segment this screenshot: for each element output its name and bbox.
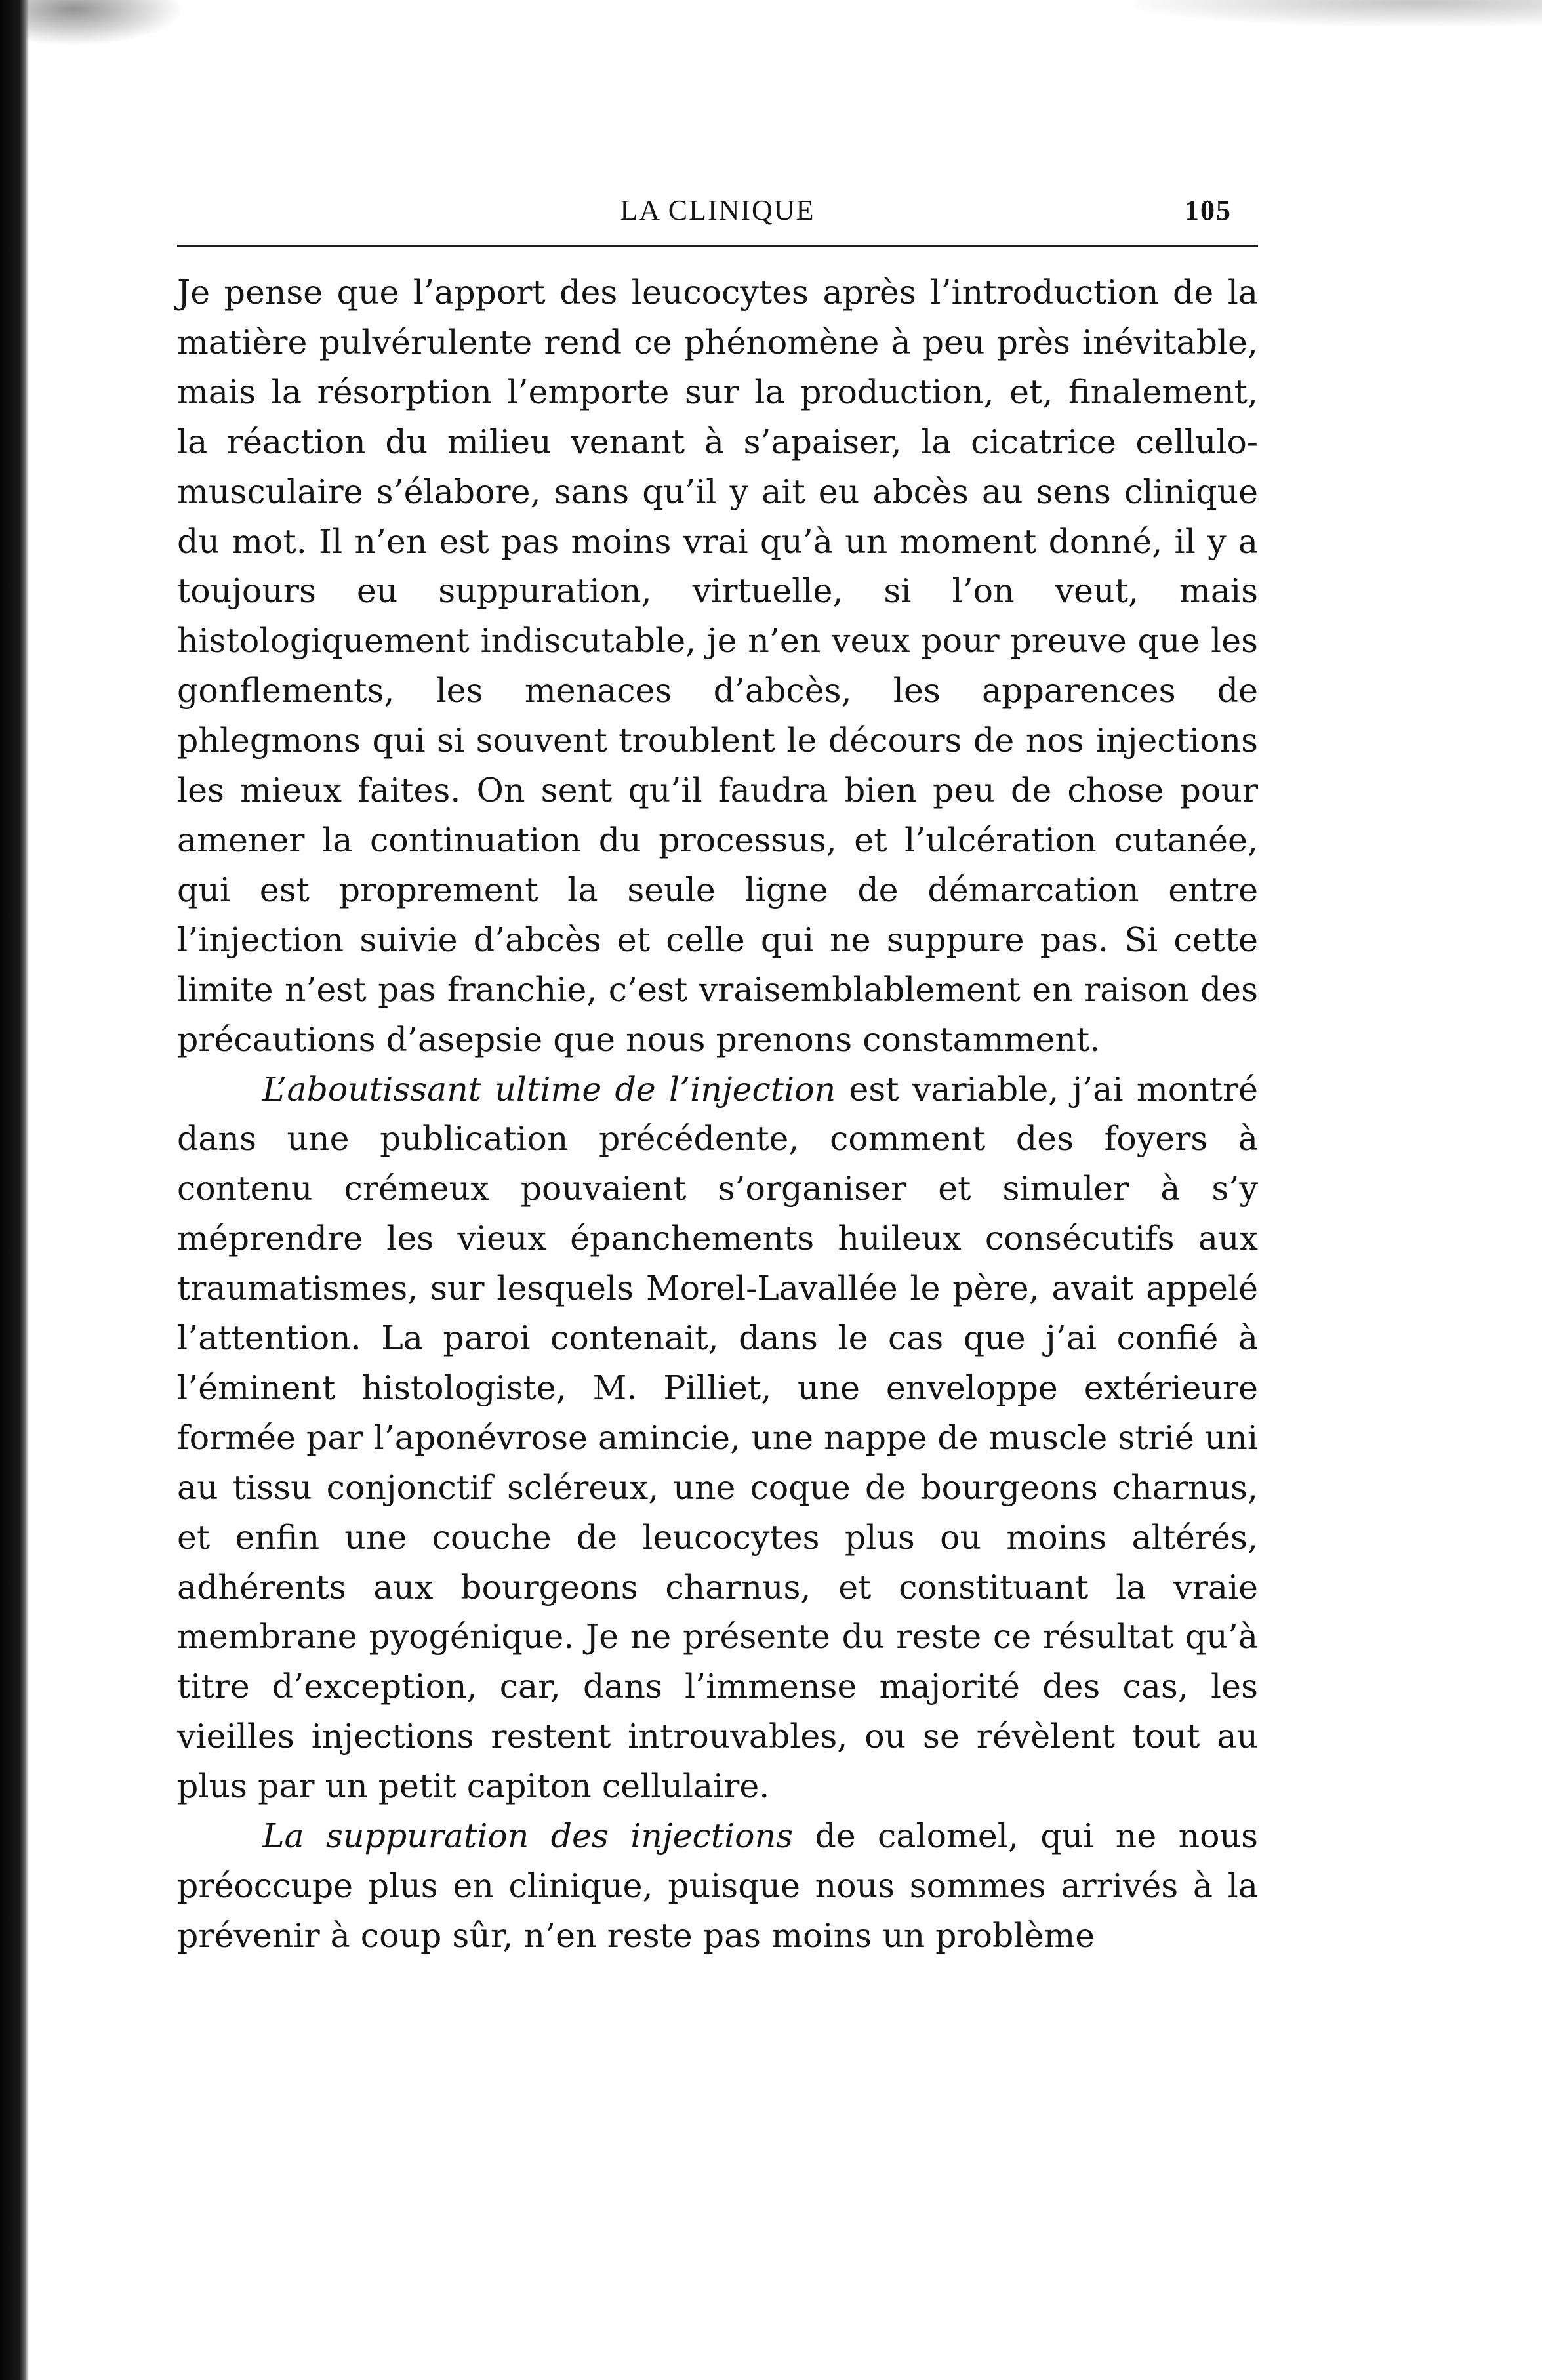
running-title: LA CLINIQUE (620, 194, 815, 226)
paragraph-2-text: est variable, j’ai montré dans une publication précédente, comment des foyers à contenu crémeux pouvaient s’organiser et simuler à s’y méprendre les vieux épanchements huileux consécutifs aux traumatismes, sur lesquels Morel-Lavallée le père, avait appelé l’attention. La paroi contenait, dans le cas que j’ai confié à l’éminent histologiste, M. Pilliet, une enveloppe extérieure formée par l’aponévrose amincie, une nappe de muscle strié uni au tissu conjonctif scléreux, une coque de bourgeons charnus, et enfin une couche de leucocytes plus ou moins altérés, adhérents aux bourgeons charnus, et constituant la vraie membrane pyogénique. Je ne présente du reste ce résultat qu’à titre d’exception, car, dans l’immense majorité des cas, les vieilles injections restent introuvables, ou se révèlent tout au plus par un petit capiton cellulaire. (177, 1069, 1258, 1806)
paragraph-1: Je pense que l’apport des leucocytes après l’introduction de la matière pulvérulente rend ce phénomène à peu près inévitable, mais la résorption l’emporte sur la production, et, finalement, la réaction du milieu venant à s’apaiser, la cicatrice cellulo-musculaire s’élabore, sans qu’il y ait eu abcès au sens clinique du mot. Il n’en est pas moins vrai qu’à un moment donné, il y a toujours eu suppuration, virtuelle, si l’on veut, mais histologiquement indiscutable, je n’en veux pour preuve que les gonflements, les menaces d’abcès, les apparences de phlegmons qui si souvent troublent le décours de nos injections les mieux faites. On sent qu’il faudra bien peu de chose pour amener la continuation du processus, et l’ulcération cutanée, qui est proprement la seule ligne de démarcation entre l’injection suivie d’abcès et celle qui ne suppure pas. Si cette limite n’est pas franchie, c’est vraisemblablement en raison des précautions d’asepsie que nous prenons constamment. (177, 273, 1258, 1059)
scan-smudge (26, 0, 184, 46)
paragraph-3-text: de calomel, qui ne nous préoccupe plus en clinique, puisque nous sommes arrivés à la prévenir à coup sûr, n’en reste pas moins un problème (177, 1816, 1258, 1955)
scan-binding-edge (0, 0, 29, 2380)
running-head (177, 194, 1258, 245)
paragraph-2-italic-lead: L’aboutissant ultime de l’injection (262, 1069, 836, 1109)
book-page (177, 194, 1258, 1961)
paragraph-2 (177, 1065, 1258, 1812)
paragraph-3-italic-lead: La suppuration des injections (262, 1816, 794, 1856)
header-rule (177, 245, 1258, 247)
scan-smudge-right (1135, 0, 1542, 26)
page-number: 105 (1185, 194, 1232, 226)
main-text (177, 268, 1258, 1961)
paragraph-3 (177, 1811, 1258, 1961)
